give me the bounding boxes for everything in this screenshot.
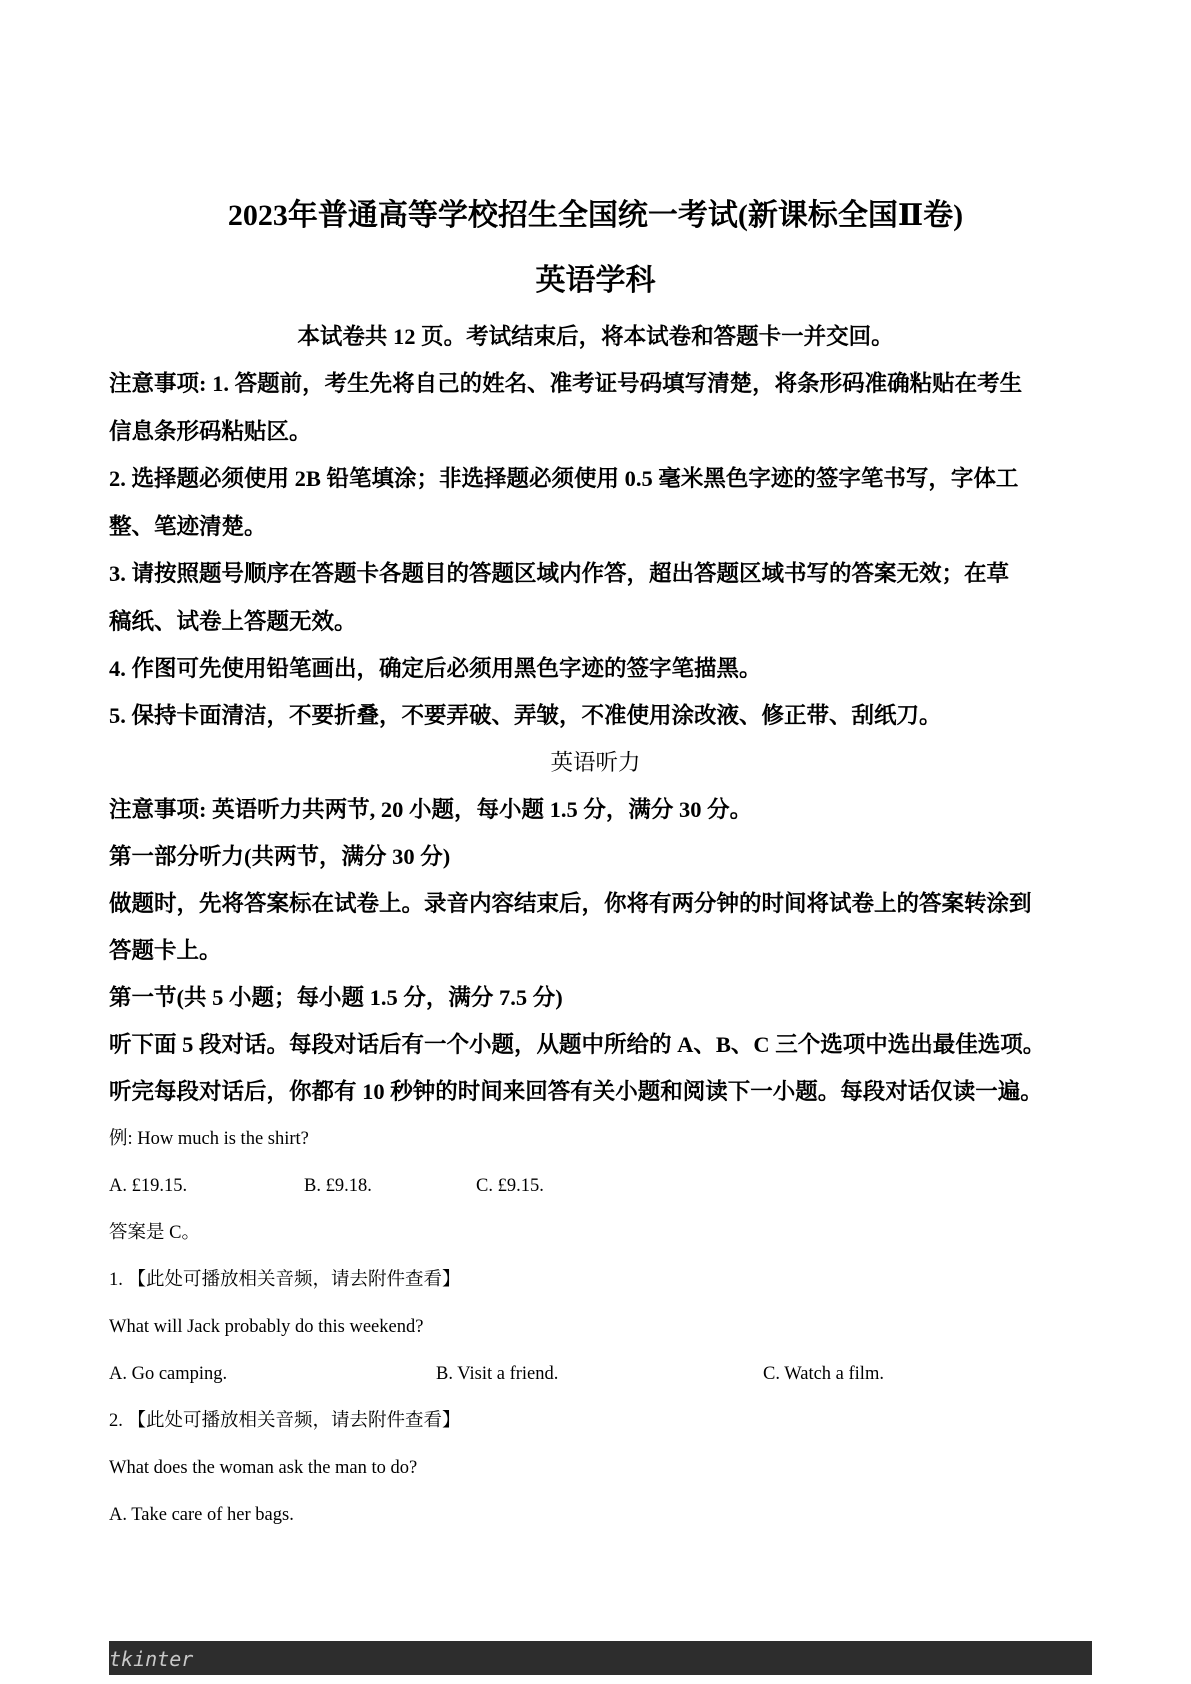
part1-instruction-b: 答题卡上。 [109,938,222,963]
q1-option-c: C. Watch a film. [763,1364,884,1384]
section1-instruction-b: 听完每段对话后，你都有 10 秒钟的时间来回答有关小题和阅读下一小题。每段对话仅读一遍。 [109,1079,1043,1104]
notice-5: 5. 保持卡面清洁，不要折叠，不要弄破、弄皱，不准使用涂改液、修正带、刮纸刀。 [109,703,942,728]
listening-notice: 注意事项: 英语听力共两节, 20 小题，每小题 1.5 分，满分 30 分。 [109,797,753,822]
notice-2a: 2. 选择题必须使用 2B 铅笔填涂；非选择题必须使用 0.5 毫米黑色字迹的签字笔书写，字体工 [109,466,1019,491]
q2-audio: 2. 【此处可播放相关音频，请去附件查看】 [109,1411,461,1431]
exam-note: 本试卷共 12 页。考试结束后，将本试卷和答题卡一并交回。 [297,324,894,349]
q2-option-a: A. Take care of her bags. [109,1505,294,1525]
notice-1b: 信息条形码粘贴区。 [109,419,312,444]
subject-title: 英语学科 [535,264,656,297]
notice-3a: 3. 请按照题号顺序在答题卡各题目的答题区域内作答，超出答题区域书写的答案无效；在草 [109,561,1010,586]
notice-1a: 注意事项: 1. 答题前，考生先将自己的姓名、准考证号码填写清楚，将条形码准确粘贴在考生 [109,371,1023,396]
example-option-c: C. £9.15. [476,1176,544,1196]
part1-instruction-a: 做题时，先将答案标在试卷上。录音内容结束后，你将有两分钟的时间将试卷上的答案转涂到 [109,891,1032,916]
footer-bar [109,1641,1092,1675]
q2-text: What does the woman ask the man to do? [109,1458,418,1478]
example-option-b: B. £9.18. [304,1176,372,1196]
q1-text: What will Jack probably do this weekend? [109,1317,424,1337]
example-answer: 答案是 C。 [109,1223,200,1243]
q1-option-a: A. Go camping. [109,1364,228,1384]
q1-audio: 1. 【此处可播放相关音频，请去附件查看】 [109,1270,461,1290]
footer-label: tkinter [109,1647,194,1671]
example-question: 例: How much is the shirt? [109,1129,309,1149]
notice-3b: 稿纸、试卷上答题无效。 [109,609,357,634]
section1-heading: 第一节(共 5 小题；每小题 1.5 分，满分 7.5 分) [109,985,563,1010]
notice-2b: 整、笔迹清楚。 [109,514,267,539]
example-option-a: A. £19.15. [109,1176,188,1196]
q1-option-b: B. Visit a friend. [436,1364,559,1384]
section1-instruction-a: 听下面 5 段对话。每段对话后有一个小题，从题中所给的 A、B、C 三个选项中选出最佳选项。 [109,1032,1046,1057]
exam-title: 2023年普通高等学校招生全国统一考试(新课标全国Ⅱ卷) [227,199,964,232]
notice-4: 4. 作图可先使用铅笔画出，确定后必须用黑色字迹的签字笔描黑。 [109,656,762,681]
listening-heading: 英语听力 [550,750,641,775]
part1-heading: 第一部分听力(共两节，满分 30 分) [109,844,451,869]
